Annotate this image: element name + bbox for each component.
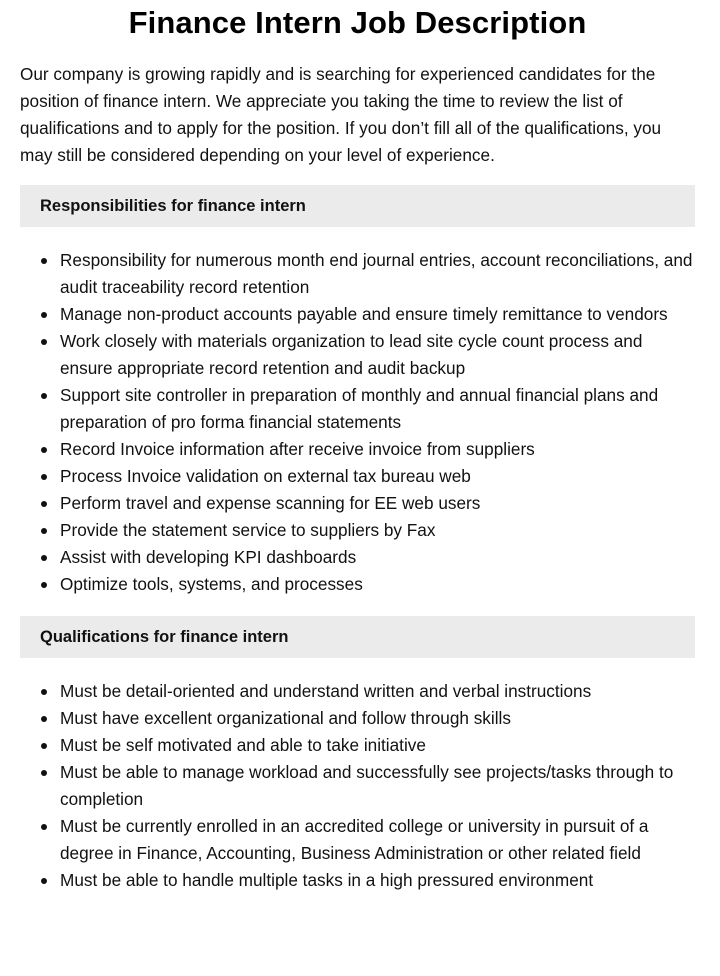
list-item-text: Must be currently enrolled in an accredited college or university in pursuit of a degree in Finance, Accounting, Business Administration or other related field — [60, 816, 649, 863]
page-title: Finance Intern Job Description — [128, 5, 587, 40]
bullet-icon — [41, 258, 47, 264]
list-item-text: Must be detail-oriented and understand written and verbal instructions — [60, 681, 592, 701]
responsibilities-list — [20, 247, 695, 598]
list-item — [60, 517, 695, 544]
list-item-text: Responsibility for numerous month end journal entries, account reconciliations, and audit traceability record retention — [60, 250, 693, 297]
qualifications-heading: Qualifications for finance intern — [20, 616, 695, 658]
list-item — [60, 544, 695, 571]
responsibilities-heading: Responsibilities for finance intern — [20, 185, 695, 227]
list-item-text: Must be able to manage workload and successfully see projects/tasks through to completion — [60, 762, 674, 809]
list-item-text: Optimize tools, systems, and processes — [60, 574, 363, 594]
list-item-text: Perform travel and expense scanning for EE web users — [60, 493, 481, 513]
bullet-icon — [41, 528, 47, 534]
bullet-icon — [41, 743, 47, 749]
list-item — [60, 328, 695, 382]
list-item — [60, 301, 695, 328]
list-item — [60, 759, 695, 813]
bullet-icon — [41, 716, 47, 722]
list-item — [60, 705, 695, 732]
list-item — [60, 463, 695, 490]
list-item-text: Must have excellent organizational and follow through skills — [60, 708, 511, 728]
list-item — [60, 678, 695, 705]
bullet-icon — [41, 447, 47, 453]
list-item-text: Work closely with materials organization to lead site cycle count process and ensure appropriate record retention and audit backup — [60, 331, 643, 378]
bullet-icon — [41, 312, 47, 318]
list-item — [60, 490, 695, 517]
bullet-icon — [41, 393, 47, 399]
list-item — [60, 382, 695, 436]
list-item-text: Manage non-product accounts payable and ensure timely remittance to vendors — [60, 304, 668, 324]
list-item — [60, 867, 695, 894]
list-item-text: Record Invoice information after receive invoice from suppliers — [60, 439, 535, 459]
list-item-text: Support site controller in preparation of monthly and annual financial plans and preparation of pro forma financial statements — [60, 385, 659, 432]
intro-paragraph: Our company is growing rapidly and is searching for experienced candidates for the position of finance intern. We appreciate you taking the time to review the list of qualifications and to apply for the position. If you don’t fill all of the qualifications, you may still be considered depending on your level of experience. — [20, 64, 662, 165]
job-description-page — [20, 0, 695, 894]
bullet-icon — [41, 689, 47, 695]
list-item — [60, 436, 695, 463]
list-item-text: Process Invoice validation on external tax bureau web — [60, 466, 471, 486]
list-item-text: Must be self motivated and able to take initiative — [60, 735, 426, 755]
bullet-icon — [41, 582, 47, 588]
list-item — [60, 732, 695, 759]
bullet-icon — [41, 555, 47, 561]
bullet-icon — [41, 339, 47, 345]
list-item-text: Provide the statement service to suppliers by Fax — [60, 520, 436, 540]
bullet-icon — [41, 878, 47, 884]
list-item — [60, 571, 695, 598]
list-item — [60, 813, 695, 867]
list-item-text: Must be able to handle multiple tasks in a high pressured environment — [60, 870, 594, 890]
bullet-icon — [41, 501, 47, 507]
qualifications-list — [20, 678, 695, 894]
list-item — [60, 247, 695, 301]
bullet-icon — [41, 824, 47, 830]
bullet-icon — [41, 474, 47, 480]
list-item-text: Assist with developing KPI dashboards — [60, 547, 357, 567]
bullet-icon — [41, 770, 47, 776]
